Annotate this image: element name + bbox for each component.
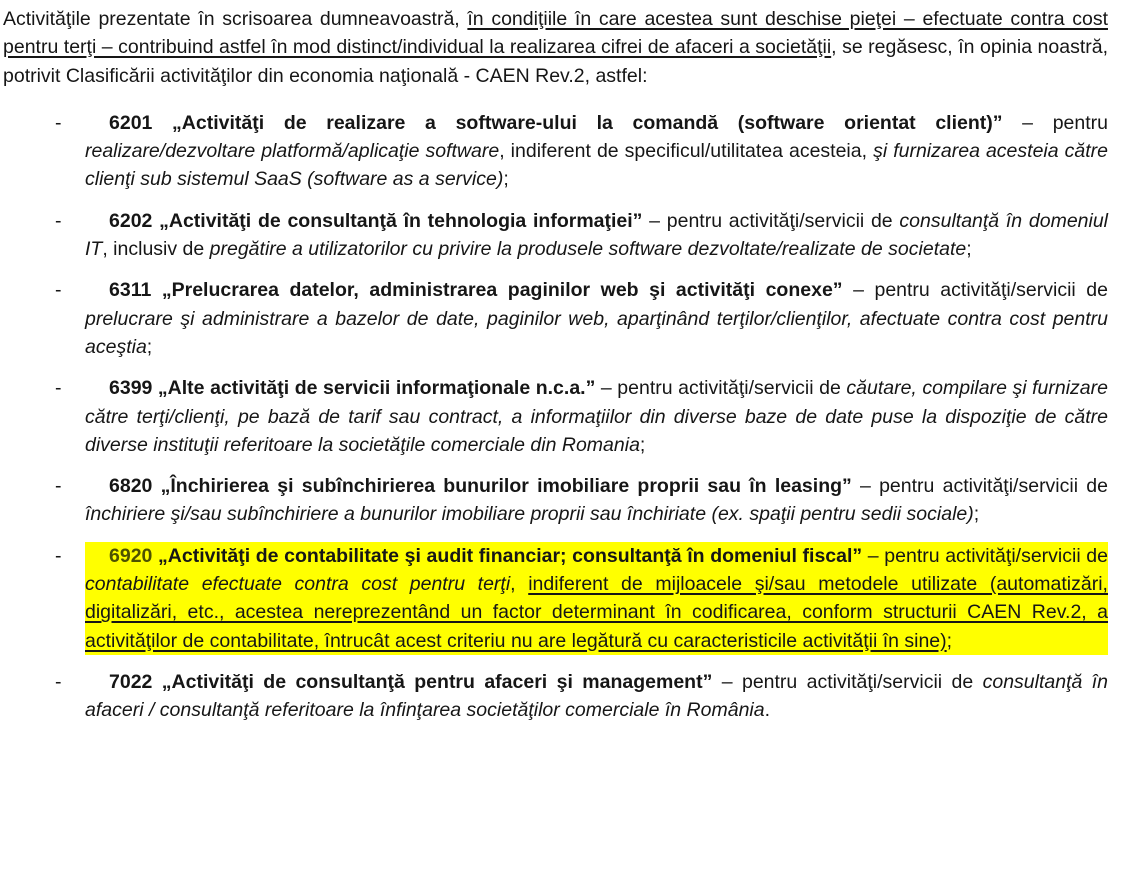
caen-item-6820 — [3, 472, 1108, 529]
text-segment-regular: – pentru activităţi/servicii de — [862, 544, 1108, 567]
caen-item-6201 — [3, 109, 1108, 194]
text-segment-bold: 7022 „Activităţi de consultanţă pentru afaceri şi management” — [109, 670, 713, 693]
text-segment-italic: închiriere şi/sau subînchiriere a bunurilor imobiliare proprii sau închiriate (ex. spaţii pentru sedii sociale) — [85, 503, 974, 526]
text-segment-underline: în condiţiile în care acestea sunt deschise pieţei – efectuate contra cost pentru terţi – contribuind astfel în mod distinct/individual la realizarea cifrei de afaceri a societăţii — [3, 8, 1108, 59]
text-segment-regular: – pentru activităţi/servicii de — [595, 377, 847, 400]
text-segment-regular: , inclusiv de — [102, 238, 210, 261]
caen-item-6311 — [3, 276, 1108, 361]
text-segment-italic: prelucrare şi administrare a bazelor de date, paginilor web, aparţinând terţilor/clienţilor, afectuate contra cost pentru aceştia — [85, 307, 1108, 358]
caen-activity-list — [3, 109, 1108, 725]
text-segment-regular: – pentru activităţi/servicii de — [642, 209, 900, 232]
text-segment-regular: – pentru activităţi/servicii de — [851, 475, 1108, 498]
text-segment-italic: consultanţă în afaceri / consultanţă referitoare la înfinţarea societăţilor comerciale în România — [85, 670, 1109, 722]
text-segment-regular: ; — [639, 433, 646, 456]
text-segment-regular: ; — [503, 168, 509, 191]
text-segment-bold: 6311 „Prelucrarea datelor, administrarea paginilor web şi activităţi conexe” — [109, 279, 843, 302]
caen-activity-text — [85, 542, 1108, 655]
text-segment-regular: ; — [966, 238, 972, 261]
caen-activity-text — [85, 668, 1108, 725]
text-segment-regular: – pentru activităţi/servicii de — [712, 670, 983, 693]
caen-item-6399 — [3, 374, 1108, 459]
text-segment-italic: pregătire a utilizatorilor cu privire la produsele software dezvoltate/realizate de societate — [209, 238, 967, 261]
caen-item-6920 — [3, 542, 1108, 655]
text-segment-italic: realizare/dezvoltare platformă/aplicaţie software — [85, 140, 500, 163]
text-segment-underline: indiferent de mijloacele şi/sau metodele utilizate (automatizări, digitalizări, etc., acestea nereprezentând un factor determinant în codificarea, conform structurii CAEN Rev.2, a activităţilor de contabilitate, întrucât acest criteriu nu are legătură cu caracteristicile activităţii în sine) — [85, 573, 1108, 652]
text-segment-bold: 6201 „Activităţi de realizare a software-ului la comandă (software orientat client)” — [109, 111, 1003, 134]
list-dash-bullet: - — [55, 475, 62, 498]
text-segment-bold-code: 6920 — [109, 544, 159, 567]
text-segment-regular: , se regăsesc, în opinia noastră, potrivit Clasificării activităţilor din economia naţională - CAEN Rev.2, astfel: — [3, 36, 1108, 87]
list-dash-bullet: - — [55, 377, 62, 400]
text-segment-bold: 6820 „Închirierea şi subînchirierea bunurilor imobiliare proprii sau în leasing” — [109, 475, 852, 498]
text-segment-regular: Activităţile prezentate în scrisoarea dumneavoastră, — [3, 8, 468, 30]
text-segment-italic: şi furnizarea acesteia către clienţi sub sistemul SaaS (software as a service) — [85, 140, 1108, 191]
text-segment-italic: contabilitate efectuate contra cost pentru terţi — [85, 573, 511, 596]
caen-activity-text — [85, 472, 1108, 529]
caen-activity-text — [85, 109, 1108, 194]
text-segment-regular: . — [764, 699, 771, 722]
text-segment-bold: 6202 „Activităţi de consultanţă în tehnologia informaţiei” — [109, 209, 643, 232]
text-segment-bold: „Activităţi de contabilitate şi audit financiar; consultanţă în domeniul fiscal” — [158, 544, 863, 567]
text-segment-regular: , — [510, 573, 529, 596]
list-dash-bullet: - — [55, 670, 62, 693]
text-segment-regular: ; — [146, 335, 153, 358]
text-segment-regular: – pentru — [1002, 111, 1108, 134]
text-segment-regular: ; — [973, 503, 980, 526]
text-segment-italic: căutare, compilare şi furnizare către terţi/clienţi, pe bază de tarif sau contract, a informaţiilor din diverse baze de date puse la dispoziţie de către diverse instituţii referitoare la societăţile comerciale din Romania — [85, 377, 1108, 456]
caen-activity-text — [85, 276, 1108, 361]
caen-item-7022 — [3, 668, 1108, 725]
text-segment-bold: 6399 „Alte activităţi de servicii informaţionale n.c.a.” — [109, 377, 596, 400]
caen-item-6202 — [3, 207, 1108, 264]
list-dash-bullet: - — [55, 111, 62, 134]
list-dash-bullet: - — [55, 279, 62, 302]
intro-paragraph — [3, 5, 1108, 90]
text-segment-regular: ; — [946, 629, 953, 652]
text-segment-regular: – pentru activităţi/servicii de — [842, 279, 1108, 302]
list-dash-bullet: - — [55, 209, 62, 232]
caen-activity-text — [85, 374, 1108, 459]
list-dash-bullet: - — [55, 544, 62, 567]
text-segment-regular: , indiferent de specificul/utilitatea acesteia, — [499, 140, 874, 163]
text-segment-italic: consultanţă în domeniul IT — [85, 209, 1109, 261]
caen-activity-text — [85, 207, 1108, 264]
